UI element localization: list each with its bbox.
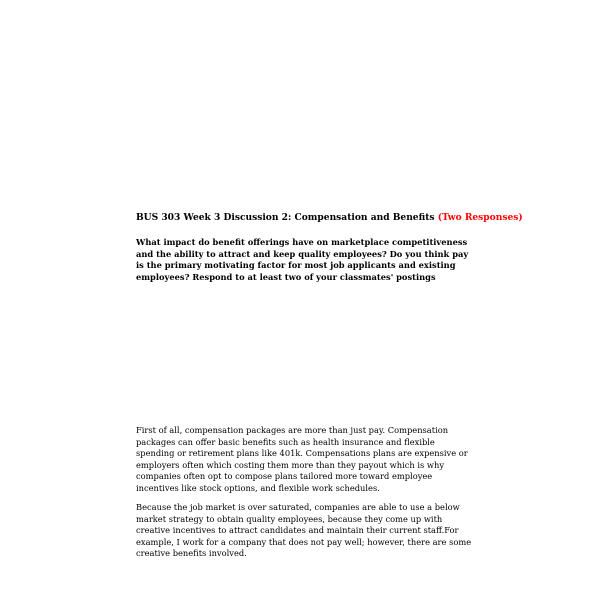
title-suffix: (Two Responses) (437, 212, 523, 223)
document-title (136, 212, 523, 224)
discussion-prompt: What impact do benefit offerings have on marketplace competitiveness and the ability to attract and keep quality employees? Do you think pay is the primary motivating factor for most job applicants and existing employees? Respond to at least two of your classmates' postings (136, 237, 469, 282)
response-paragraph: First of all, compensation packages are more than just pay. Compensation packages can offer basic benefits such as health insurance and flexible spending or retirement plans like 401k. Compensations plans are expensive or employers often which costing them more than they payout which is why companies often opt to compose plans tailored more toward employee incentives like stock options, and flexible work schedules. (136, 425, 468, 493)
response-paragraph: Because the job market is over saturated, companies are able to use a below market strategy to obtain quality employees, because they come up with creative incentives to attract candidates and maintain their current staff.For example, I work for a company that does not pay well; however, there are some creative benefits involved. (136, 502, 472, 559)
title-text: BUS 303 Week 3 Discussion 2: Compensation and Benefits (136, 212, 435, 223)
